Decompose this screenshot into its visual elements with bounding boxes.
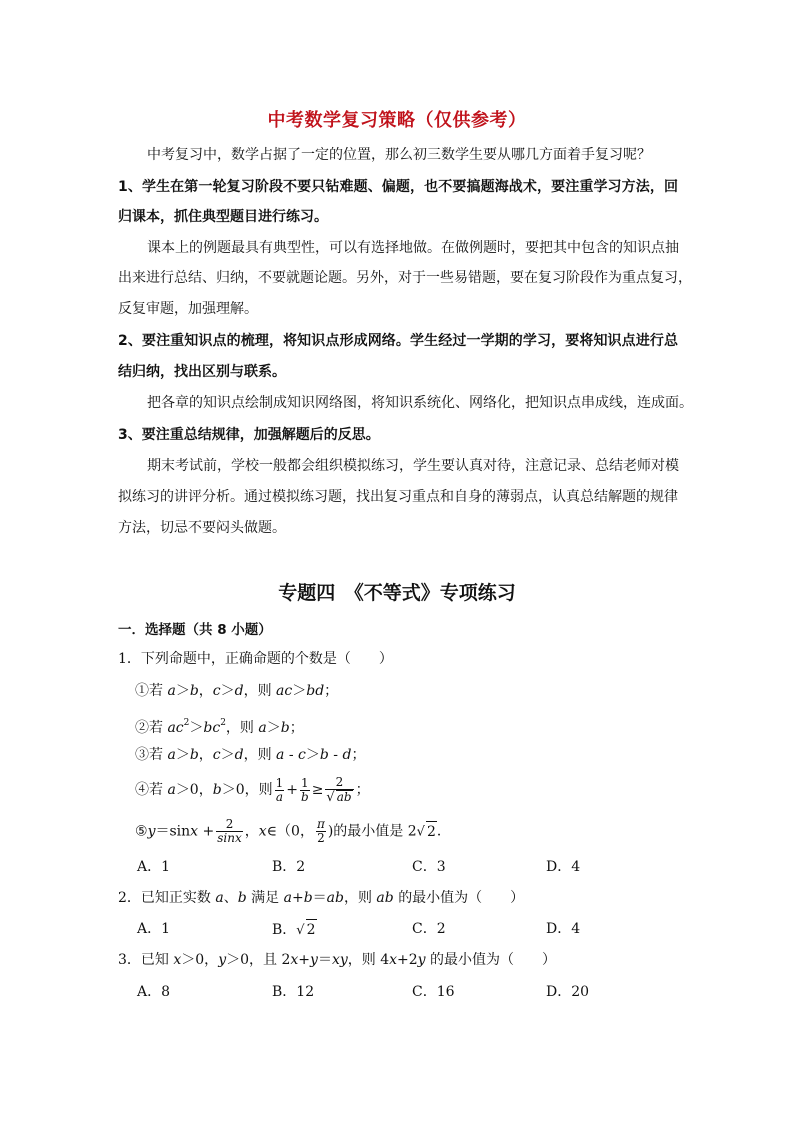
q3-stem-tail: 的最小值为（ ）: [430, 952, 557, 968]
q2-option-d: D．4: [546, 921, 581, 937]
strategy-1-body-line2: 出来进行总结、归纳，不要就题论题。另外，对于一些易错题，要在复习阶段作为重点复习，: [118, 270, 692, 286]
q1-option-a: A．1: [137, 859, 171, 875]
question-3-stem: 3．已知 x＞0，y＞0，且 2x+y＝xy，则 4x+2y 的最小值为（ ）: [118, 952, 557, 968]
q3-option-b: B．12: [272, 984, 315, 1000]
q1-statement-2: ②若 $ac^2>bc^2$，则 a＞b；: [135, 718, 304, 736]
q1-statement-4: ④若 a＞0，b＞0，则 $\frac{1}{a}$ + $\frac{1}{b}$ ≥ $\frac{2}{√ ab}$ ；: [135, 775, 370, 805]
q3-option-d: D．20: [546, 984, 590, 1000]
q3-option-a: A．8: [137, 984, 171, 1000]
q3-option-c: C．16: [412, 984, 455, 1000]
strategy-3-body-line1: 期末考试前，学校一般都会组织模拟练习，学生要认真对待，注意记录、总结老师对模: [147, 458, 679, 474]
strategy-2-heading-line2: 结归纳，找出区别与联系。: [118, 364, 286, 380]
q2-option-a: A．1: [137, 921, 171, 937]
q1-statement-5: ⑤y＝sinx + $\frac{2}{\sin x}$ ，x∈（0， $\frac{\pi}{2}$ )的最小值是 2√ 2．: [135, 817, 451, 845]
q1-statement-1: ①若 a＞b，c＞d，则 ac＞bd；: [135, 683, 339, 699]
strategy-2-heading-line1: 2、要注重知识点的梳理，将知识点形成网络。学生经过一学期的学习，要将知识点进行总: [118, 333, 678, 349]
strategy-2-body-line1: 把各章的知识点绘制成知识网络图，将知识系统化、网络化，把知识点串成线，连成面。: [147, 395, 693, 411]
page-title: 中考数学复习策略（仅供参考）: [267, 110, 527, 131]
q2-option-c: C．2: [412, 921, 446, 937]
q2-stem-tail: 的最小值为（ ）: [398, 890, 525, 906]
strategy-1-heading-line2: 归课本，抓住典型题目进行练习。: [118, 209, 328, 225]
strategy-1-body-line1: 课本上的例题最具有典型性，可以有选择地做。在做例题时，要把其中包含的知识点抽: [147, 240, 679, 256]
q1-option-b: B．2: [272, 859, 306, 875]
intro-paragraph: 中考复习中，数学占据了一定的位置，那么初三数学生要从哪几方面着手复习呢？: [147, 147, 651, 163]
strategy-1-heading-line1: 1、学生在第一轮复习阶段不要只钻难题、偏题，也不要搞题海战术，要注重学习方法，回: [118, 179, 678, 195]
section-title: 专题四 《不等式》专项练习: [278, 582, 516, 604]
question-1-stem: 1．下列命题中，正确命题的个数是（ ）: [118, 651, 393, 667]
strategy-3-heading: 3、要注重总结规律，加强解题后的反思。: [118, 427, 380, 443]
q2-option-b: B．√ 2: [272, 919, 317, 941]
q1-option-d: D．4: [546, 859, 581, 875]
q1-statement-3: ③若 a＞b，c＞d，则 a - c＞b - d；: [135, 747, 366, 763]
strategy-3-body-line3: 方法，切忌不要闷头做题。: [118, 520, 286, 536]
section-subhead: 一．选择题（共 8 小题）: [118, 622, 272, 638]
q1-option-c: C．3: [412, 859, 446, 875]
strategy-1-body-line3: 反复审题，加强理解。: [118, 301, 258, 317]
strategy-3-body-line2: 拟练习的讲评分析。通过模拟练习题，找出复习重点和自身的薄弱点，认真总结解题的规律: [118, 489, 678, 505]
question-2-stem: 2．已知正实数 a、b 满足 a+b＝ab，则 ab 的最小值为（ ）: [118, 890, 525, 906]
